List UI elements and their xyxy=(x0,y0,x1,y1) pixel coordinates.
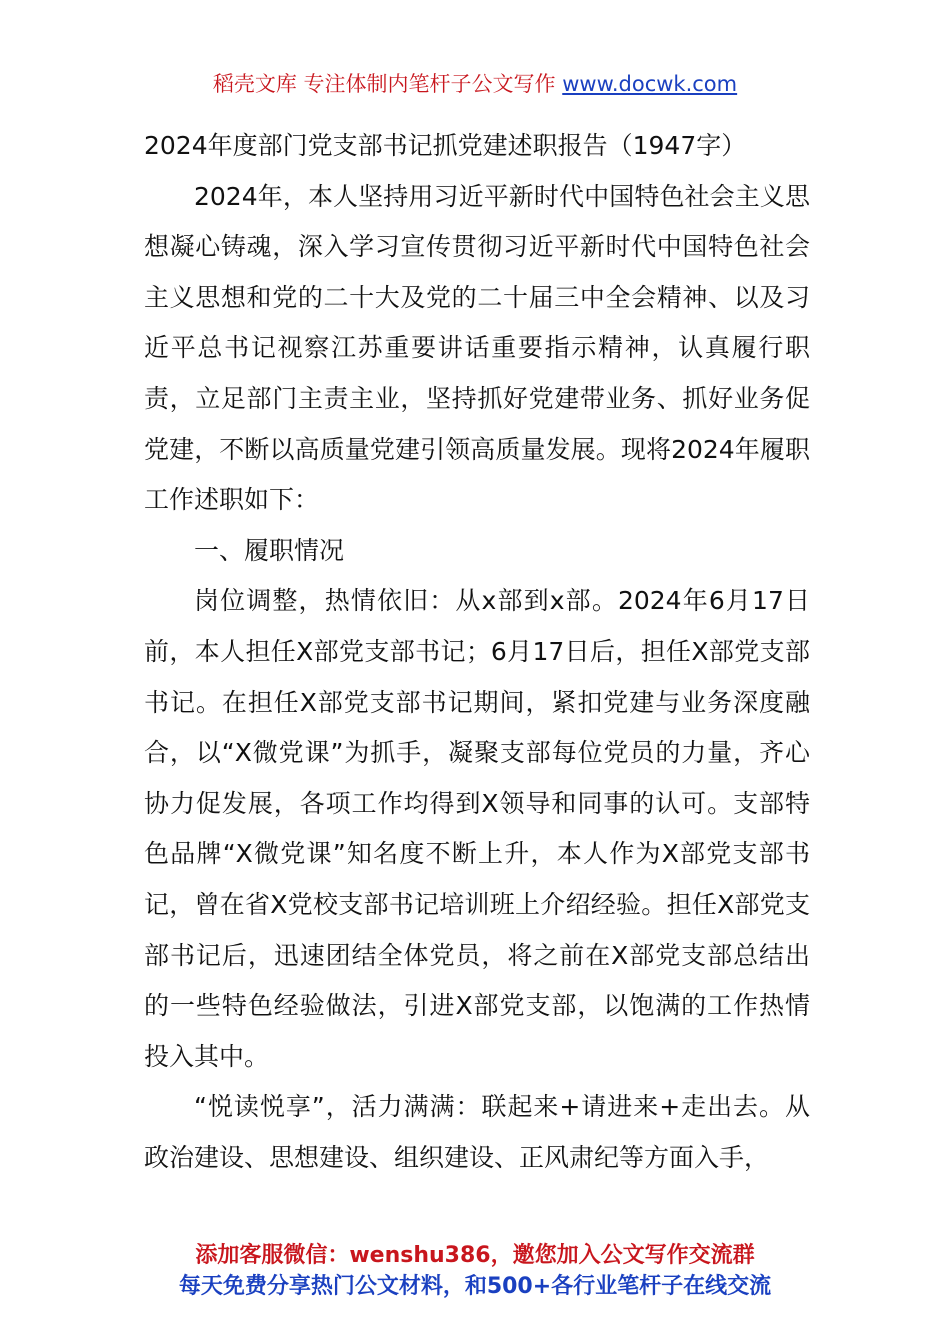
paragraph-position-adjustment: 岗位调整，热情依旧：从x部到x部。2024年6月17日前，本人担任X部党支部书记；6月17日后，担任X部党支部书记。在担任X部党支部书记期间，紧扣党建与业务深度融合，以“X微党课”为抓手，凝聚支部每位党员的力量，齐心协力促发展，各项工作均得到X领导和同事的认可。支部特色品牌“X微党课”知名度不断上升，本人作为X部党支部书记，曾在省X党校支部书记培训班上介绍经验。担任X部党支部书记后，迅速团结全体党员，将之前在X部党支部总结出的一些特色经验做法，引进X部党支部，以饱满的工作热情投入其中。 xyxy=(144,586,810,1071)
paragraph-reading-sharing: “悦读悦享”，活力满满：联起来+请进来+走出去。从政治建设、思想建设、组织建设、正风肃纪等方面入手， xyxy=(144,1092,810,1172)
footer-wechat-line: 添加客服微信：wenshu386，邀您加入公文写作交流群 xyxy=(195,1243,755,1268)
page-header xyxy=(0,68,950,100)
page-footer xyxy=(0,1240,950,1302)
document-body xyxy=(144,121,810,1183)
document-title: 2024年度部门党支部书记抓党建述职报告（1947字） xyxy=(144,131,747,160)
footer-share-line: 每天免费分享热门公文材料，和500+各行业笔杆子在线交流 xyxy=(178,1274,772,1299)
header-brand-text: 稻壳文库 专注体制内笔杆子公文写作 xyxy=(212,72,556,96)
website-link[interactable]: www.docwk.com xyxy=(562,72,738,96)
paragraph-intro: 2024年，本人坚持用习近平新时代中国特色社会主义思想凝心铸魂，深入学习宣传贯彻习近平新时代中国特色社会主义思想和党的二十大及党的二十届三中全会精神、以及习近平总书记视察江苏重要讲话重要指示精神，认真履行职责，立足部门主责主业，坚持抓好党建带业务、抓好业务促党建，不断以高质量党建引领高质量发展。现将2024年履职工作述职如下： xyxy=(144,181,810,515)
section-heading: 一、履职情况 xyxy=(194,535,345,565)
